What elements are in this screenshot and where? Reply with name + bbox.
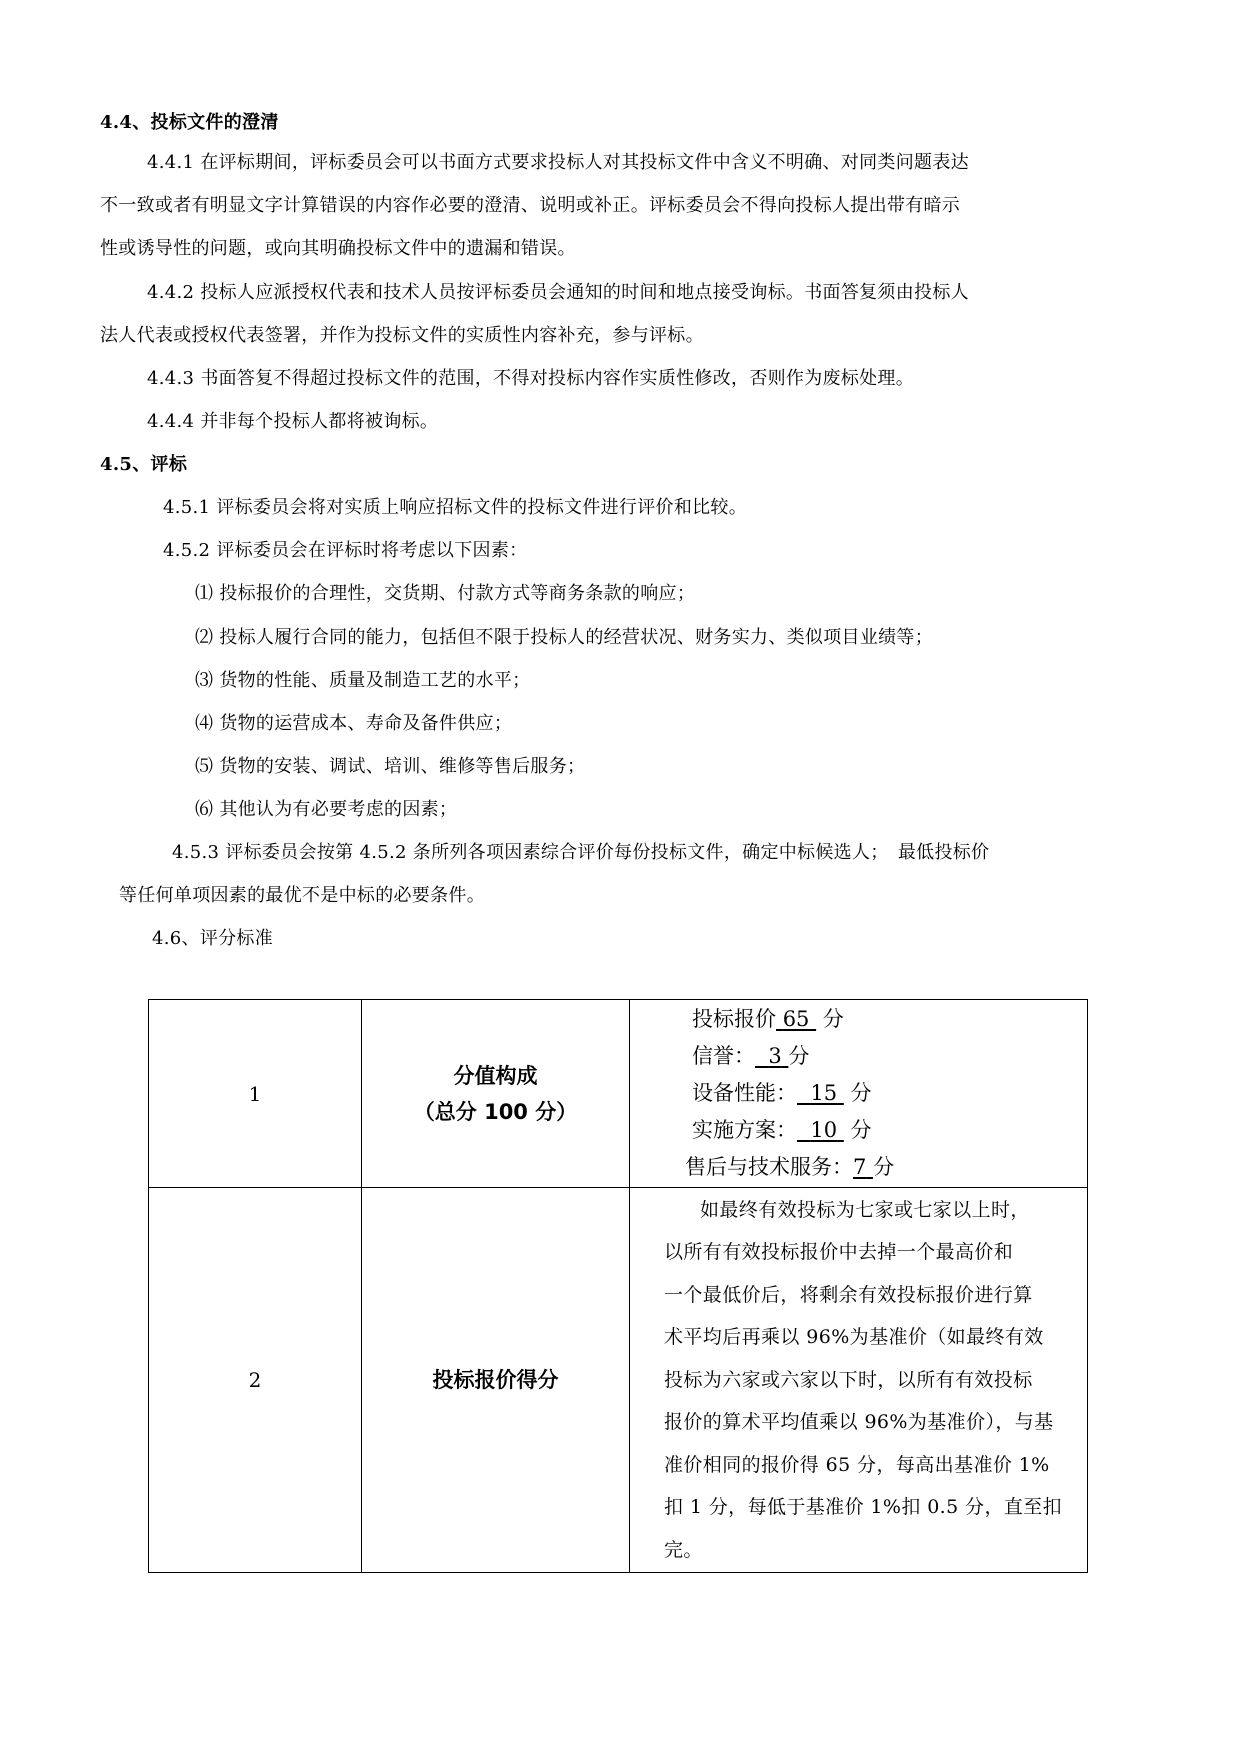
scoring-table: [148, 999, 1088, 1573]
score-item-reputation: [630, 1038, 1087, 1075]
score-item-value: 3: [768, 1044, 782, 1068]
score-item-plan: [630, 1112, 1087, 1149]
para-4-4-1-line3: 性或诱导性的问题，或向其明确投标文件中的遗漏和错误。: [100, 238, 576, 259]
score-item-suffix: 分: [873, 1155, 895, 1179]
score-item-equipment: [630, 1075, 1087, 1112]
score-item-suffix: 分: [850, 1081, 872, 1105]
row-label-line: （总分 100 分）: [413, 1099, 578, 1124]
factor-1: ⑴ 投标报价的合理性，交货期、付款方式等商务条款的响应；: [195, 583, 696, 604]
row-label: [362, 1000, 630, 1188]
para-4-4-1-line1: 4.4.1 在评标期间，评标委员会可以书面方式要求投标人对其投标文件中含义不明确、对同类问题表达: [147, 152, 969, 173]
rule-line: 如最终有效投标为七家或七家以上时，: [700, 1198, 1030, 1221]
row-index: 2: [149, 1188, 362, 1573]
para-4-5-2: 4.5.2 评标委员会在评标时将考虑以下因素：: [163, 540, 528, 561]
rule-line: 报价的算术平均值乘以 96%为基准价），与基: [664, 1411, 1054, 1434]
para-4-5-3-line1: 4.5.3 评标委员会按第 4.5.2 条所列各项因素综合评价每份投标文件，确定中标候选人； 最低投标价: [172, 842, 990, 863]
score-item-suffix: 分: [822, 1007, 844, 1031]
para-4-4-4: 4.4.4 并非每个投标人都将被询标。: [147, 411, 439, 432]
para-4-5-3-line2: 等任何单项因素的最优不是中标的必要条件。: [119, 885, 485, 906]
row-label: [362, 1188, 630, 1573]
para-4-4-3: 4.4.3 书面答复不得超过投标文件的范围，不得对投标内容作实质性修改，否则作为废标处理。: [147, 368, 915, 389]
rule-line: 以所有有效投标报价中去掉一个最高价和: [664, 1241, 1014, 1264]
para-4-4-2-line1: 4.4.2 投标人应派授权代表和技术人员按评标委员会通知的时间和地点接受询标。书面答复须由投标人: [147, 282, 969, 303]
rule-line: 术平均后再乘以 96%为基准价（如最终有效: [664, 1326, 1044, 1349]
factor-4: ⑷ 货物的运营成本、寿命及备件供应；: [195, 713, 513, 734]
heading-4-6: 4.6、评分标准: [152, 928, 274, 949]
score-item-suffix: 分: [788, 1044, 810, 1068]
score-item-value: 15: [810, 1081, 838, 1105]
row-label-line: 分值构成: [453, 1063, 538, 1088]
score-item-service: [630, 1149, 1087, 1186]
rule-line: 准价相同的报价得 65 分，每高出基准价 1%: [664, 1453, 1050, 1476]
rule-line: 投标为六家或六家以下时，以所有有效投标: [664, 1368, 1033, 1391]
heading-4-5: 4.5、评标: [100, 454, 188, 475]
table-row: [149, 1188, 1088, 1573]
para-4-4-2-line2: 法人代表或授权代表签署，并作为投标文件的实质性内容补充，参与评标。: [100, 325, 704, 346]
score-item-label: 信誉：: [692, 1044, 755, 1068]
para-4-4-1-line2: 不一致或者有明显文字计算错误的内容作必要的澄清、说明或补正。评标委员会不得向投标人提出带有暗示: [100, 195, 961, 216]
score-item-suffix: 分: [850, 1118, 872, 1142]
row-label-line: 投标报价得分: [432, 1368, 559, 1392]
score-item-value: 7: [853, 1155, 867, 1179]
rule-line: 一个最低价后，将剩余有效投标报价进行算: [664, 1283, 1033, 1306]
factor-5: ⑸ 货物的安装、调试、培训、维修等售后服务；: [195, 756, 586, 777]
para-4-5-1: 4.5.1 评标委员会将对实质上响应招标文件的投标文件进行评价和比较。: [163, 497, 748, 518]
score-item-label: 售后与技术服务：: [685, 1155, 853, 1179]
score-item-bid-price: [630, 1001, 1087, 1038]
score-item-label: 投标报价: [692, 1007, 776, 1031]
score-item-label: 设备性能：: [692, 1081, 797, 1105]
table-row: [149, 1000, 1088, 1188]
rule-line: 完。: [664, 1538, 703, 1561]
factor-6: ⑹ 其他认为有必要考虑的因素；: [195, 799, 458, 820]
row-index: 1: [149, 1000, 362, 1188]
heading-4-4: 4.4、投标文件的澄清: [100, 112, 279, 133]
score-item-value: 10: [810, 1118, 838, 1142]
score-breakdown: [630, 1000, 1088, 1188]
score-item-label: 实施方案：: [692, 1118, 797, 1142]
pricing-rule: [630, 1188, 1088, 1573]
score-item-value: 65: [782, 1007, 810, 1031]
factor-3: ⑶ 货物的性能、质量及制造工艺的水平；: [195, 670, 531, 691]
rule-line: 扣 1 分，每低于基准价 1%扣 0.5 分，直至扣: [664, 1496, 1063, 1519]
factor-2: ⑵ 投标人履行合同的能力，包括但不限于投标人的经营状况、财务实力、类似项目业绩等；: [195, 627, 934, 648]
